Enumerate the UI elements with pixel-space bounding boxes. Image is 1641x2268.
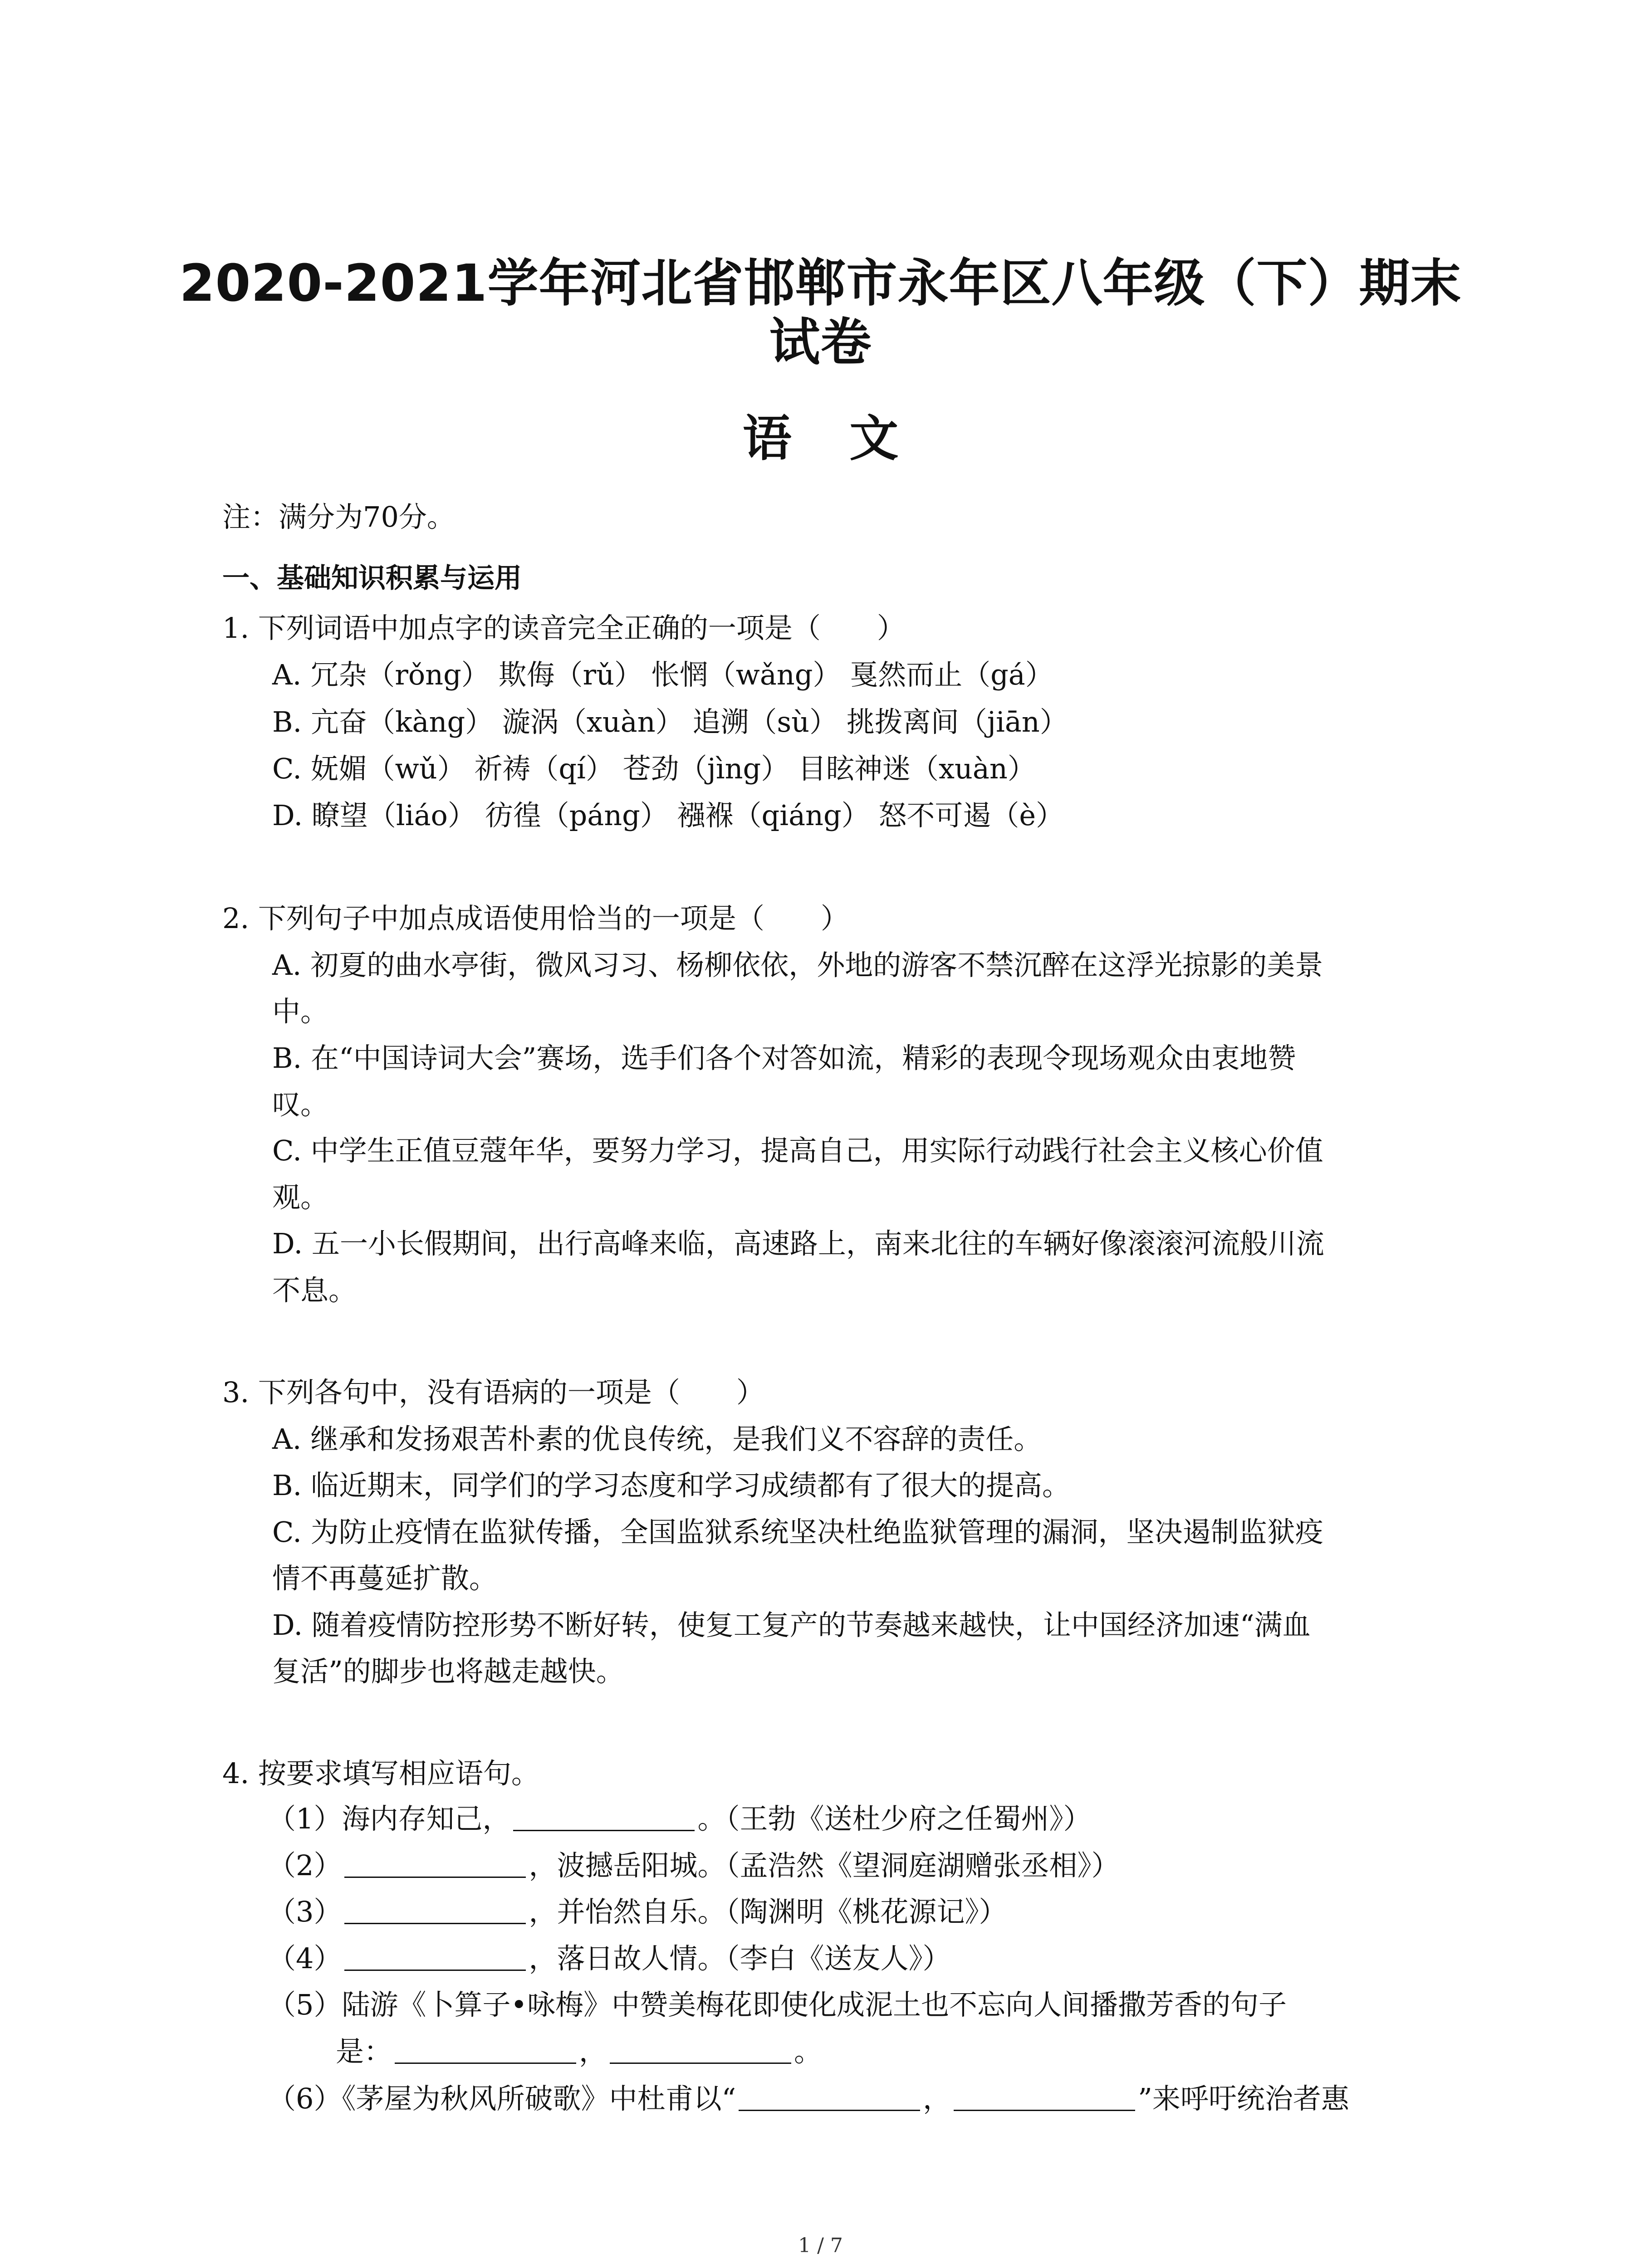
q4-item-5-number: （5） <box>268 1988 342 2021</box>
q4-item-5-cont <box>336 2033 822 2070</box>
page-number: 1 / 7 <box>798 2234 843 2257</box>
q4-item-6-blank-2[interactable] <box>954 2083 1135 2111</box>
q2-option-d: D. 五一小长假期间，出行高峰来临，高速路上，南来北往的车辆好像滚滚河流般川流 <box>272 1227 1324 1260</box>
q3-option-c: C. 为防止疫情在监狱传播，全国监狱系统坚决杜绝监狱管理的漏洞，坚决遏制监狱疫 <box>272 1515 1323 1549</box>
exam-title-line-1: 2020-2021学年河北省邯郸市永年区八年级（下）期末 <box>179 254 1462 313</box>
q4-item-4-suffix: ，落日故人情。（李白《送友人》） <box>529 1942 951 1975</box>
q4-stem: 4. 按要求填写相应语句。 <box>222 1757 539 1790</box>
q4-item-4-number: （4） <box>268 1942 342 1975</box>
q3-option-a: A. 继承和发扬艰苦朴素的优良传统，是我们义不容辞的责任。 <box>272 1422 1042 1456</box>
q2-option-a: A. 初夏的曲水亭街，微风习习、杨柳依依，外地的游客不禁沉醉在这浮光掠影的美景 <box>272 948 1323 982</box>
q4-item-6-number: （6） <box>268 2082 342 2115</box>
q4-item-2-suffix: ，波撼岳阳城。（孟浩然《望洞庭湖赠张丞相》） <box>529 1849 1120 1882</box>
q2-option-a-cont: 中。 <box>272 995 329 1028</box>
q4-item-1 <box>268 1801 1091 1837</box>
q4-item-5-lead: 是： <box>336 2035 392 2068</box>
q2-option-c-cont: 观。 <box>272 1181 329 1214</box>
q4-item-2-number: （2） <box>268 1849 342 1882</box>
q3-option-d-cont: 复活”的脚步也将越走越快。 <box>272 1655 624 1688</box>
q4-item-3-suffix: ，并怡然自乐。（陶渊明《桃花源记》） <box>529 1895 1007 1928</box>
q1-option-d: D. 瞭望（liáo） 彷徨（páng） 襁褓（qiáng） 怒不可遏（è） <box>272 799 1064 832</box>
q4-item-5 <box>268 1987 1287 2023</box>
q3-stem: 3. 下列各句中，没有语病的一项是（ ） <box>222 1376 764 1409</box>
section-heading: 一、基础知识积累与运用 <box>222 562 522 594</box>
q2-option-b-cont: 叹。 <box>272 1088 329 1121</box>
q3-option-c-cont: 情不再蔓延扩散。 <box>272 1562 498 1595</box>
q1-option-b: B. 亢奋（kàng） 漩涡（xuàn） 追溯（sù） 挑拨离间（jiān） <box>272 705 1068 738</box>
q2-option-d-cont: 不息。 <box>272 1274 357 1307</box>
q1-option-c: C. 妩媚（wǔ） 祈祷（qí） 苍劲（jìng） 目眩神迷（xuàn） <box>272 752 1036 785</box>
exam-title-line-2: 试卷 <box>769 313 872 372</box>
q2-stem: 2. 下列句子中加点成语使用恰当的一项是（ ） <box>222 902 849 935</box>
score-note: 注：满分为70分。 <box>222 500 455 533</box>
q2-option-b: B. 在“中国诗词大会”赛场，选手们各个对答如流，精彩的表现令现场观众由衷地赞 <box>272 1041 1296 1075</box>
q1-option-a: A. 冗杂（rǒng） 欺侮（rǔ） 怅惘（wǎng） 戛然而止（gá） <box>272 658 1053 691</box>
q4-item-3 <box>268 1894 1007 1930</box>
q1-stem: 1. 下列词语中加点字的读音完全正确的一项是（ ） <box>222 611 905 645</box>
q4-item-1-number: （1） <box>268 1802 342 1835</box>
q4-item-3-blank[interactable] <box>344 1897 526 1924</box>
q4-item-4-blank[interactable] <box>344 1943 526 1971</box>
q4-item-6 <box>268 2081 1349 2117</box>
q4-item-5-text: 陆游《卜算子•咏梅》中赞美梅花即使化成泥土也不忘向人间播撒芳香的句子 <box>342 1988 1287 2021</box>
q2-option-c: C. 中学生正值豆蔻年华，要努力学习，提高自己，用实际行动践行社会主义核心价值 <box>272 1134 1323 1167</box>
q4-item-2 <box>268 1848 1119 1884</box>
q4-item-5-blank-2[interactable] <box>610 2036 791 2064</box>
q4-item-1-prefix: 海内存知己， <box>342 1802 511 1835</box>
q3-option-b: B. 临近期末，同学们的学习态度和学习成绩都有了很大的提高。 <box>272 1469 1070 1502</box>
q4-item-1-suffix: 。（王勃《送杜少府之任蜀州》） <box>697 1802 1092 1835</box>
q4-item-5-comma: ， <box>579 2035 607 2068</box>
q4-item-6-prefix: 《茅屋为秋风所破歌》中杜甫以“ <box>342 2082 736 2115</box>
q4-item-5-blank-1[interactable] <box>395 2036 576 2064</box>
q4-item-3-number: （3） <box>268 1895 342 1928</box>
q4-item-6-comma: ， <box>923 2082 951 2115</box>
q4-item-2-blank[interactable] <box>344 1850 526 1878</box>
q4-item-5-period: 。 <box>794 2035 823 2068</box>
q4-item-6-suffix: ”来呼吁统治者惠 <box>1138 2082 1349 2115</box>
q4-item-6-blank-1[interactable] <box>739 2083 920 2111</box>
q4-item-4 <box>268 1941 950 1977</box>
q4-item-1-blank[interactable] <box>513 1804 695 1831</box>
q3-option-d: D. 随着疫情防控形势不断好转，使复工复产的节奏越来越快，让中国经济加速“满血 <box>272 1608 1311 1642</box>
subject-heading: 语 文 <box>742 411 899 467</box>
